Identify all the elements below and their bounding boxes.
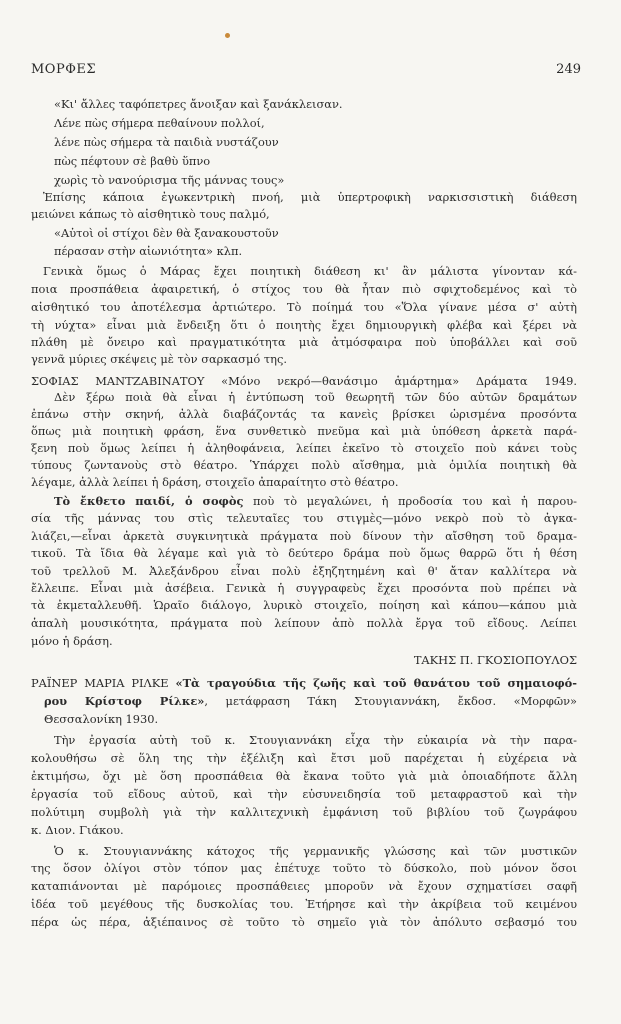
text-line xyxy=(0,225,621,242)
text-line-content: ἁπαλὴ μουσικότητα, πράγματα ποὺ λείπουν ἀπὸ πολλὰ ἔργα τοῦ εἴδους. Λείπει xyxy=(31,616,577,630)
text-line xyxy=(0,423,621,440)
journal-title: ΜΟΡΦΕΣ xyxy=(31,62,97,77)
text-line-content: γεννᾶ μύριες σκέψεις μὲ τὸν σαρκασμό της. xyxy=(31,352,287,366)
text-line-content: πλάθη μὲ ὄνειρο καὶ πραγματικότητα μιὰ ἀτμόσφαιρα ποὺ ὑποβάλλει καὶ σοῦ xyxy=(31,335,577,349)
text-line xyxy=(0,711,621,728)
text-line xyxy=(0,510,621,527)
text-line xyxy=(0,693,621,710)
text-line-content: ἐπάνω στὴν σκηνή, ἀλλὰ διαβάζοντάς τα κανεὶς βρίσκει ὡρισμένα προσόντα xyxy=(31,407,577,421)
text-line-content: τοῦ τρελλοῦ Μ. Ἀλεξάνδρου εἶναι πολὺ ἐξηζητημένη καὶ θ' ἄταν καλλίτερα νὰ xyxy=(31,564,577,578)
text-line-content: ἰδέα τοῦ μεγέθους τῆς δυσκολίας του. Ἐτήρησε καὶ τὴν ἀκρίβεια τοῦ κειμένου xyxy=(31,897,577,911)
text-line xyxy=(0,878,621,895)
text-line xyxy=(0,263,621,280)
text-line-content: πέρα ὡς πέρα, ἀξιέπαινος σὲ τοῦτο τὸ σημεῖο γιὰ τὸν ἀπόλυτο σεβασμό του xyxy=(31,915,577,929)
text-line xyxy=(0,189,621,206)
text-line-content: λέγαμε, ἀλλὰ λείπει ἡ δράση, στοιχεῖο ἀπαραίτητο στὸ θέατρο. xyxy=(31,475,399,489)
text-line-content: τύπους ζωντανοὺς στὸ θέατρο. Ὑπάρχει πολὺ αἴσθημα, μιὰ ὁμιλία ποιητικὴ θὰ xyxy=(31,458,577,472)
ink-dot xyxy=(225,33,230,38)
text-line xyxy=(0,172,621,189)
text-line xyxy=(0,115,621,132)
text-line-content: πολύτιμη συμβολὴ γιὰ τὴν καλλιτεχνικὴ ἐμφάνιση τοῦ βιβλίου τοῦ ζωγράφου xyxy=(31,805,577,819)
text-line xyxy=(0,351,621,368)
text-line xyxy=(0,652,621,669)
text-line xyxy=(0,786,621,803)
text-line-content: τὴ νύχτα» εἶναι μιὰ ἔνδειξη ὅτι ὁ ποιητὴς ἔχει δημιουργικὴ φλέβα καὶ ξέρει νὰ xyxy=(31,318,577,332)
text-line-content: κ. Διον. Γιάκου. xyxy=(31,823,124,837)
text-line-content: κολουθήσω σὲ ὅλη της τὴν ἐξέλιξη καὶ ἔτσι μοῦ παρέχεται ἡ εὐχέρεια νὰ xyxy=(31,751,577,765)
text-line xyxy=(0,580,621,597)
text-line xyxy=(0,528,621,545)
text-line-content: ΣΟΦΙΑΣ ΜΑΝΤΖΑΒΙΝΑΤΟΥ «Μόνο νεκρό—θανάσιμο ἁμάρτημα» Δράματα 1949. xyxy=(31,374,577,388)
text-line-content: Δὲν ξέρω ποιὰ θὰ εἶναι ἡ ἐντύπωση τοῦ θεωρητῆ τῶν δύο αὐτῶν δραμάτων xyxy=(54,390,577,404)
text-line-content: «Κι' ἄλλες ταφόπετρες ἄνοιξαν καὶ ξανάκλεισαν. xyxy=(54,97,343,111)
text-line xyxy=(0,914,621,931)
text-line-content: λένε πὼς σήμερα τὰ παιδιὰ νυστάζουν xyxy=(54,135,279,149)
text-line xyxy=(0,440,621,457)
text-line-content: ξενη ποὺ ὅμως λείπει ἡ ἀληθοφάνεια, λείπει ἐκεῖνο τὸ στοιχεῖο ποὺ κάνει τοὺς xyxy=(31,441,577,455)
text-line-content: χωρὶς τὸ νανούρισμα τῆς μάννας τους» xyxy=(54,173,285,187)
page-number: 249 xyxy=(556,62,581,77)
text-line xyxy=(0,206,621,223)
text-line-content: Ἐπίσης κάποια ἐγωκεντρικὴ πνοή, μιὰ ὑπερτροφικὴ ναρκισσιστικὴ διάθεση xyxy=(43,190,577,204)
text-line xyxy=(0,597,621,614)
text-line xyxy=(0,896,621,913)
text-line-content: τικοῦ. Τὰ ἴδια θὰ λέγαμε καὶ γιὰ τὸ δεύτερο δράμα ποὺ ὅμως θαρρῶ ὅτι ἡ θέση xyxy=(31,546,577,560)
text-line xyxy=(0,675,621,692)
text-line xyxy=(0,299,621,316)
text-line-content: Θεσσαλονίκη 1930. xyxy=(44,712,159,726)
text-line-content: Τὸ ἔκθετο παιδί, ὁ σοφὸς ποὺ τὸ μεγαλώνει, ἡ προδοσία του καὶ ἡ παρου- xyxy=(54,494,577,508)
text-line xyxy=(0,615,621,632)
text-line-content: λιάζει,—εἶναι ἀρκετὰ συγκινητικὰ πράγματα ποὺ δίνουν τὴν αἴσθηση τοῦ δραμα- xyxy=(31,529,577,543)
text-line-content: ὅπως μιὰ ποιητικὴ φράση, ἕνα συνθετικὸ πνεῦμα καὶ μιὰ ὑπόθεση ἀρκετὰ παρά- xyxy=(31,424,577,438)
text-line xyxy=(0,389,621,406)
text-line xyxy=(0,317,621,334)
text-line-content: ΡΑΪΝΕΡ ΜΑΡΙΑ ΡΙΛΚΕ «Τὰ τραγούδια τῆς ζωῆς καὶ τοῦ θανάτου τοῦ σημαιοφό- xyxy=(31,676,577,690)
text-line xyxy=(0,860,621,877)
text-line xyxy=(0,732,621,749)
text-line-content: μειώνει κάπως τὸ αἰσθητικὸ τους παλμό, xyxy=(31,207,270,221)
text-line-content: Λένε πὼς σήμερα πεθαίνουν πολλοί, xyxy=(54,116,265,130)
text-line-content: τὰ ἐκμεταλλευθῆ. Ὡραῖο διάλογο, λυρικὸ στοιχεῖο, ποίηση καὶ κάπου—κάπου μιὰ xyxy=(31,598,577,612)
text-line xyxy=(0,96,621,113)
text-line-content: πὼς πέφτουν σὲ βαθὺ ὕπνο xyxy=(54,154,211,168)
text-line xyxy=(0,373,621,390)
text-line xyxy=(0,822,621,839)
text-line xyxy=(0,493,621,510)
text-line-content: μόνο ἡ δράση. xyxy=(31,634,113,648)
text-line-content: Ὁ κ. Στουγιαννάκης κάτοχος τῆς γερμανικῆς γλώσσης καὶ τῶν μυστικῶν xyxy=(54,844,577,858)
text-line-content: ρου Κρίστοφ Ρίλκε», μετάφραση Τάκη Στουγιαννάκη, ἔκδοσ. «Μορφῶν» xyxy=(44,694,577,708)
text-line-content: ἐκτιμήσω, ὄχι μὲ ὅση προσπάθεια θὰ ἔκανα τοῦτο γιὰ μιὰ ὁποιαδήποτε ἄλλη xyxy=(31,769,577,783)
text-line xyxy=(0,474,621,491)
text-line-content: ἔλλειπε. Εἶναι μιὰ ἀσέβεια. Γενικὰ ἡ συγγραφεὺς ἔχει προσόντα ποὺ πρέπει νὰ xyxy=(31,581,577,595)
text-line xyxy=(0,545,621,562)
text-line xyxy=(0,633,621,650)
text-line xyxy=(0,281,621,298)
text-line xyxy=(0,134,621,151)
text-line-content: πέρασαν στὴν αἰωνιότητα» κλπ. xyxy=(54,244,243,258)
text-line-content: της ὅσον ὀλίγοι στὸν τόπον μας ἐπέτυχε τοῦτο τὸ δύσκολο, ποὺ μόνον ὅσοι xyxy=(31,861,577,875)
page-header xyxy=(31,62,581,80)
text-line xyxy=(0,334,621,351)
text-line-content: αἰσθητικό του ἀποτέλεσμα ἀρτιώτερο. Τὸ ποίημά του «Ὅλα γίνανε μέσα σ' αὐτὴ xyxy=(31,300,577,314)
text-line xyxy=(0,768,621,785)
text-line-content: Γενικὰ ὅμως ὁ Μάρας ἔχει ποιητικὴ διάθεση κι' ἂν μάλιστα γίνονταν κά- xyxy=(43,264,577,278)
text-line xyxy=(0,153,621,170)
text-line-content: ἐργασία τοῦ εἴδους αὐτοῦ, καὶ τὴν εὐσυνειδησία τοῦ μεταφραστοῦ καὶ τὴν xyxy=(31,787,577,801)
text-line xyxy=(0,406,621,423)
text-line-content: ΤΑΚΗΣ Π. ΓΚΟΣΙΟΠΟΥΛΟΣ xyxy=(413,653,577,667)
text-line xyxy=(0,457,621,474)
text-line xyxy=(0,804,621,821)
text-line xyxy=(0,750,621,767)
text-line-content: «Αὐτοὶ οἱ στίχοι δὲν θὰ ξανακουστοῦν xyxy=(54,226,279,240)
text-line-content: καταπιάνονται μὲ παρόμοιες προσπάθειες μποροῦν νὰ ἔχουν σχηματίσει σαφῆ xyxy=(31,879,577,893)
text-line-content: σία τῆς μάννας του στὶς τελευταῖες του στιγμὲς—μόνο νεκρὸ ποὺ τὸ ἀγκα- xyxy=(31,511,577,525)
text-line xyxy=(0,243,621,260)
text-line-content: ποια προσπάθεια ἀφαιρετική, ὁ στίχος του θὰ ἦταν πιὸ σφιχτοδεμένος καὶ τὸ xyxy=(31,282,577,296)
text-line xyxy=(0,843,621,860)
text-line xyxy=(0,563,621,580)
text-line-content: Τὴν ἐργασία αὐτὴ τοῦ κ. Στουγιαννάκη εἶχα τὴν εὐκαιρία νὰ τὴν παρα- xyxy=(54,733,577,747)
